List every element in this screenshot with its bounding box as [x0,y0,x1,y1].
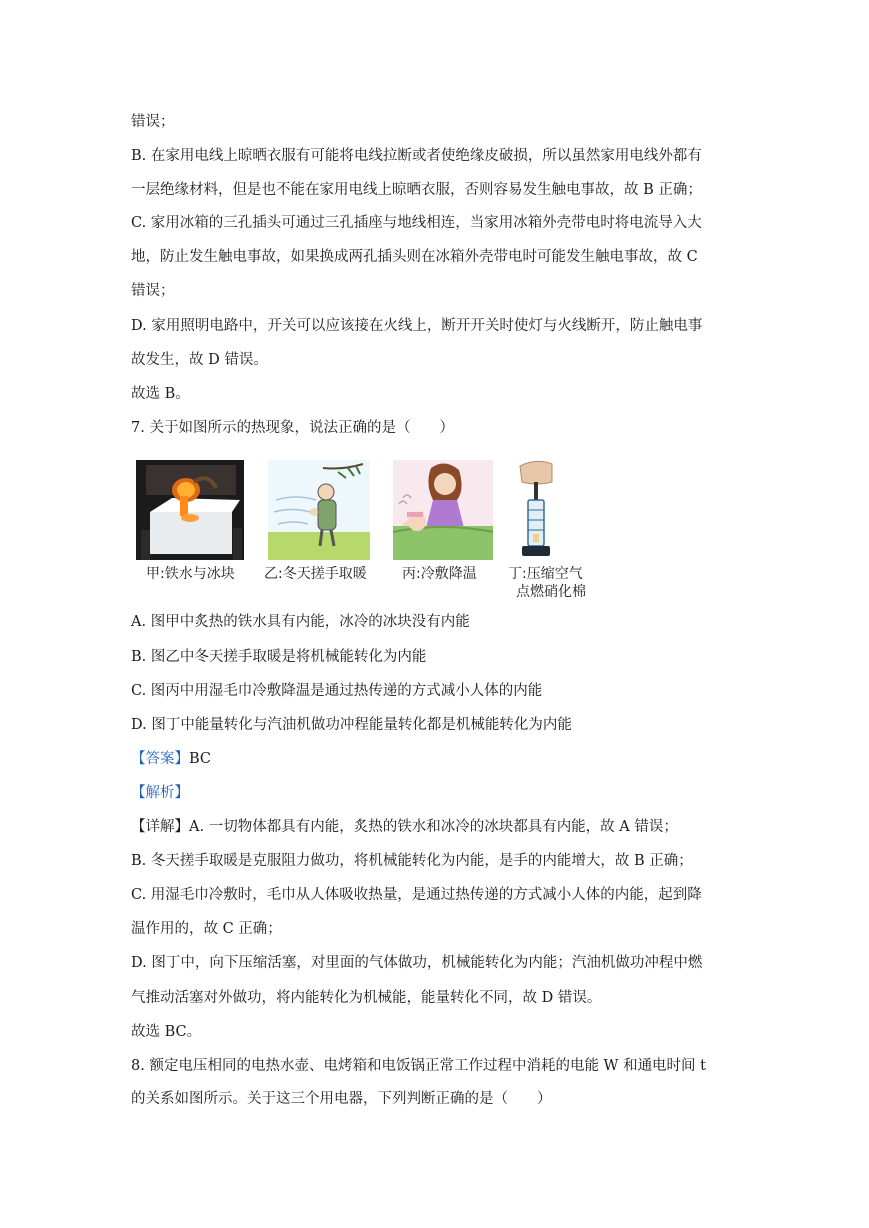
option-c: C. 图丙中用湿毛巾冷敷降温是通过热传递的方式减小人体的内能 [131,683,543,699]
option-a: A. 图甲中炙热的铁水具有内能，冰冷的冰块没有内能 [131,614,470,630]
question-stem: 的关系如图所示。关于这三个用电器，下列判断正确的是（ ） [131,1091,552,1107]
detail-d: D. 图丁中，向下压缩活塞，对里面的气体做功，机械能转化为内能；汽油机做功冲程中燃 [131,955,703,971]
detail-tag: 【详解】 [131,819,189,835]
figure-bing-image [393,460,493,560]
figure-yi-image [268,460,370,560]
text-line: C. 家用冰箱的三孔插头可通过三孔插座与地线相连，当家用冰箱外壳带电时将电流导入大 [131,215,702,231]
figure-caption: 丙:冷敷降温 [402,566,477,582]
text-line: 错误； [131,114,175,130]
text-line: 错误； [131,283,175,299]
option-b: B. 图乙中冬天搓手取暖是将机械能转化为内能 [131,649,427,665]
figure-caption: 甲:铁水与冰块 [146,566,235,582]
figure-caption: 点燃硝化棉 [516,584,586,600]
text-line: B. 在家用电线上晾晒衣服有可能将电线拉断或者使绝缘皮破损，所以虽然家用电线外都有 [131,148,702,164]
option-d: D. 图丁中能量转化与汽油机做功冲程能量转化都是机械能转化为内能 [131,717,572,733]
question-stem: 7. 关于如图所示的热现象，说法正确的是（ ） [131,420,454,436]
answer-value: BC [189,751,212,767]
selection-line: 故选 BC。 [131,1024,202,1040]
figure-ding-image [506,460,582,560]
detail-a: A. 一切物体都具有内能，炙热的铁水和冰冷的冰块都具有内能，故 A 错误； [189,819,678,835]
figure-caption: 丁:压缩空气 [508,566,583,582]
text-line: 地，防止发生触电事故，如果换成两孔插头则在冰箱外壳带电时可能发生触电事故，故 C [131,249,698,265]
detail-line [131,817,678,837]
detail-b: B. 冬天搓手取暖是克服阻力做功，将机械能转化为内能，是手的内能增大，故 B 正确； [131,853,693,869]
text-line: D. 家用照明电路中，开关可以应该接在火线上，断开开关时使灯与火线断开，防止触电事 [131,318,703,334]
text-line: 故发生，故 D 错误。 [131,352,268,368]
analysis-tag: 【解析】 [131,785,189,801]
question-stem: 8. 额定电压相同的电热水壶、电烤箱和电饭锅正常工作过程中消耗的电能 W 和通电时间 t [131,1058,706,1074]
figure-jia-image [136,460,244,560]
text-line: 故选 B。 [131,386,190,402]
text-line: 一层绝缘材料，但是也不能在家用电线上晾晒衣服，否则容易发生触电事故，故 B 正确； [131,182,702,198]
detail-c: 温作用的，故 C 正确； [131,921,282,937]
detail-c: C. 用湿毛巾冷敷时，毛巾从人体吸收热量，是通过热传递的方式减小人体的内能，起到降 [131,887,702,903]
answer-tag: 【答案】 [131,751,189,767]
answer-line [131,749,211,769]
figure-caption: 乙:冬天搓手取暖 [264,566,367,582]
detail-d: 气推动活塞对外做功，将内能转化为机械能，能量转化不同，故 D 错误。 [131,990,602,1006]
